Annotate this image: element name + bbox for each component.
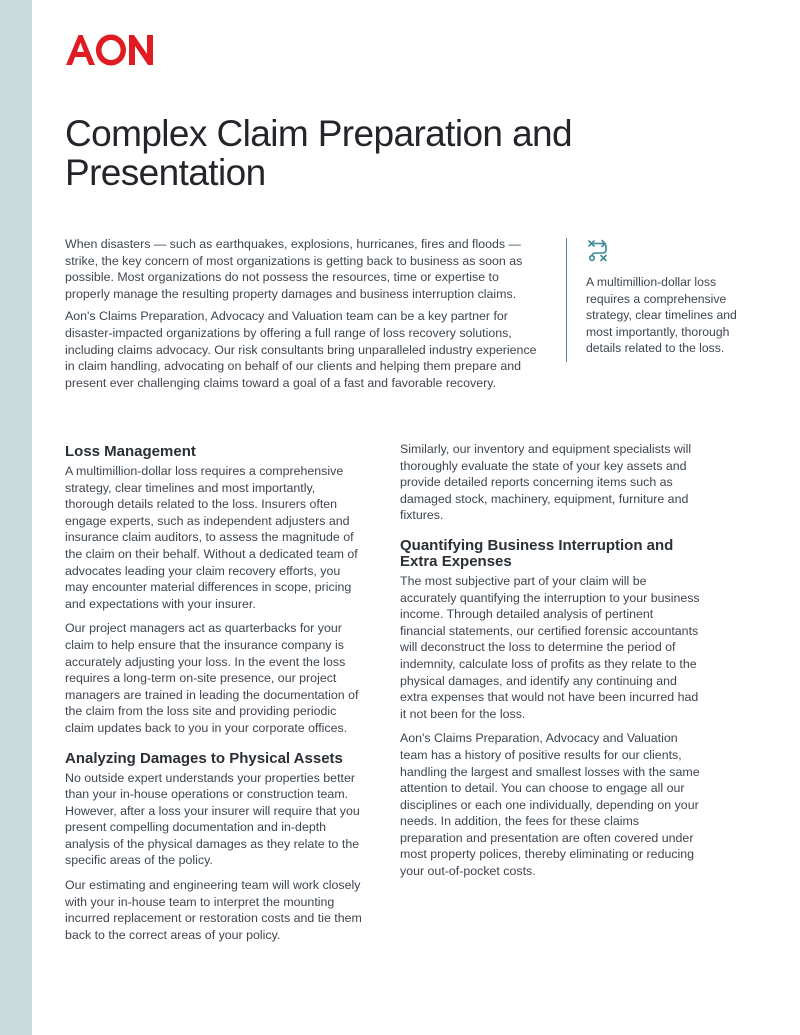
section-paragraph: Our estimating and engineering team will work closely with your in-house team to interpret the mounting incurred replacement or restoration costs and tie them back to the correct areas of your policy.	[65, 878, 362, 942]
intro	[65, 236, 545, 397]
section-business-interruption	[400, 538, 700, 880]
right-column	[400, 441, 700, 894]
section-paragraph: Our project managers act as quarterbacks for your claim to help ensure that the insurance company is accurately adjusting your loss. In the event the loss requires a long-term on-site presence, our project managers are trained in leading the documentation of the claim from the loss site and providing periodic claim updates back to you in your corporate offices.	[65, 621, 359, 735]
section-paragraph: The most subjective part of your claim will be accurately quantifying the interruption to your business income. Through detailed analysis of pertinent financial statements, our certified forensic accountants will deconstruct the loss to determine the period of indemnity, calculate loss of profits as they relate to the physical damages, and identify any continuing and extra expenses that would not have been incurred had it not been for the loss.	[400, 573, 700, 721]
section-heading: Loss Management	[65, 443, 196, 460]
intro-paragraph: When disasters — such as earthquakes, explosions, hurricanes, fires and floods — strike, the key concern of most organizations is getting back to business as soon as possible. Most organizations do not possess the resources, time or expertise to properly manage the resulting property damages and business interruption claims.	[65, 237, 523, 301]
section-inventory-lead	[400, 441, 700, 524]
left-decorative-band	[0, 0, 32, 1035]
aon-logo	[65, 33, 155, 67]
page-title: Complex Claim Preparation and Presentation	[65, 113, 573, 193]
section-heading: Analyzing Damages to Physical Assets	[65, 749, 343, 767]
callout	[566, 238, 756, 362]
section-heading: Quantifying Business Interruption and Extra Expenses	[400, 536, 674, 570]
left-column	[65, 440, 365, 957]
section-paragraph: Aon's Claims Preparation, Advocacy and Valuation team has a history of positive results for our clients, handling the largest and smallest losses with the same attention to detail. You can choose to engage all our disciplines or each one individually, depending on your needs. In addition, the fees for these claims preparation and presentation are often covered under most property polices, thereby eliminating or reducing your out-of-pocket costs.	[400, 731, 700, 879]
section-paragraph: No outside expert understands your properties better than your in-house operations or construction team. However, after a loss your insurer will require that you present compelling documentation and in-depth analysis of the physical damages as they relate to the specific areas of the policy.	[65, 770, 360, 868]
section-paragraph: Similarly, our inventory and equipment specialists will thoroughly evaluate the state of your key assets and provide detailed reports concerning items such as damaged stock, machinery, equipment, furniture and fixtures.	[400, 442, 692, 523]
callout-text: A multimillion-dollar loss requires a comprehensive strategy, clear timelines and most importantly, thorough details related to the loss.	[586, 275, 737, 356]
section-analyzing-damages	[65, 751, 365, 944]
aon-logo-mark	[65, 33, 155, 67]
section-loss-management	[65, 444, 365, 737]
strategy-path-icon	[586, 238, 612, 262]
intro-paragraph: Aon's Claims Preparation, Advocacy and Valuation team can be a key partner for disaster-impacted organizations by offering a full range of loss recovery solutions, including claims advocacy. Our risk consultants bring unparalleled industry experience in claim handling, advocating on behalf of our clients and helping them prepare and present ever challenging claims toward a goal of a fast and favorable recovery.	[65, 309, 537, 390]
section-paragraph: A multimillion-dollar loss requires a comprehensive strategy, clear timelines and most importantly, thorough details related to the loss. Insurers often engage experts, such as independent adjusters and insurance claim auditors, to assess the magnitude of the claim on their behalf. Without a dedicated team of advocates leading your claim recovery efforts, you may encounter material differences in scope, pricing and expectations with your insurer.	[65, 464, 358, 611]
